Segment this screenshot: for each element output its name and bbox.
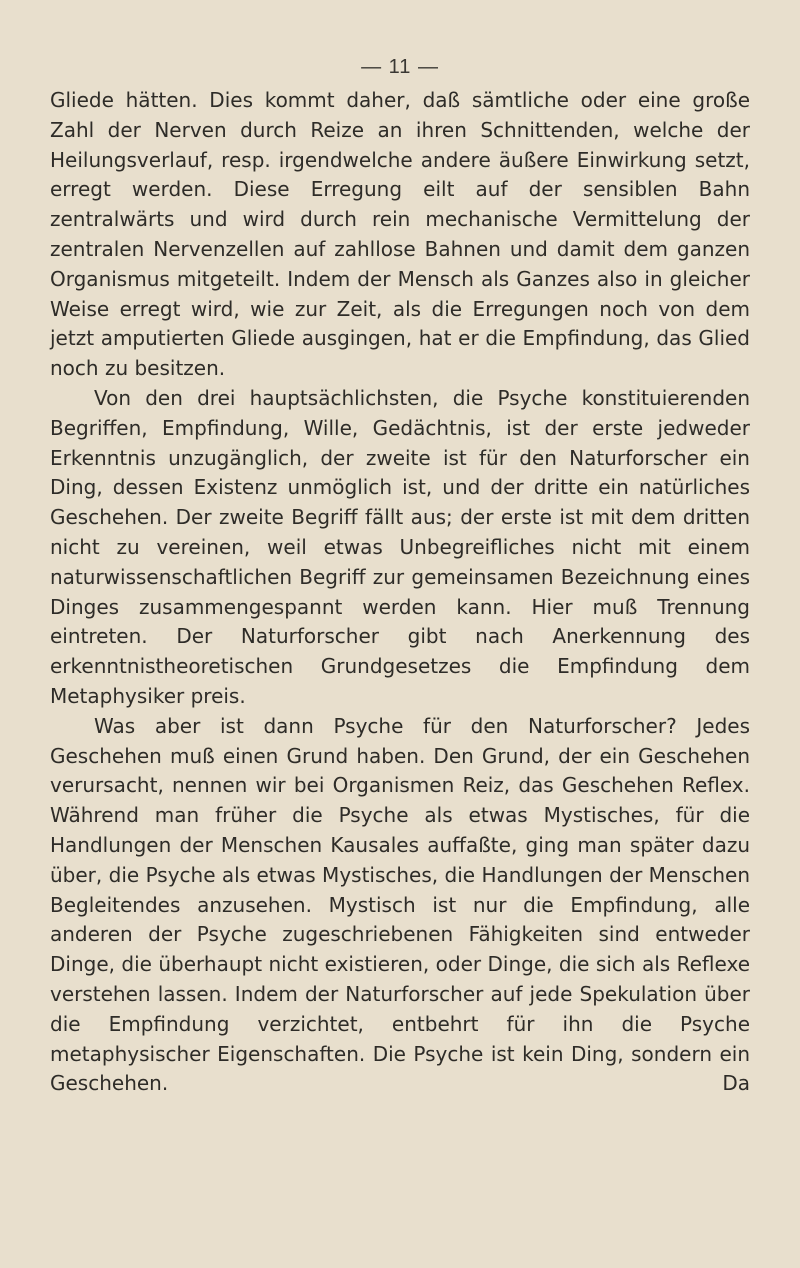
page-number: — 11 —	[361, 56, 439, 78]
paragraph-3: Was aber ist dann Psyche für den Naturforscher? Jedes Geschehen muß einen Grund haben. Den Grund, der ein Geschehen verursacht, nennen wir bei Organismen Reiz, das Geschehen Reflex. Während man früher die Psyche als etwas Mystisches, für die Handlungen der Menschen Kausales auffaßte, ging man später dazu über, die Psyche als etwas Mystisches, die Handlungen der Menschen Begleitendes anzusehen. Mystisch ist nur die Empfindung, alle anderen der Psyche zugeschriebenen Fähigkeiten sind entweder Dinge, die überhaupt nicht existieren, oder Dinge, die sich als Reflexe verstehen lassen. Indem der Naturforscher auf jede Spekulation über die Empfindung verzichtet, entbehrt für ihn die Psyche metaphysischer Eigenschaften. Die Psyche ist kein Ding, sondern ein Geschehen. Da	[50, 713, 750, 1096]
paragraph-2: Von den drei hauptsächlichsten, die Psyche konstituierenden Begriffen, Empfindung, Wille, Gedächtnis, ist der erste jedweder Erkenntnis unzugänglich, der zweite ist für den Naturforscher ein Ding, dessen Existenz unmöglich ist, und der dritte ein natürliches Geschehen. Der zweite Begriff fällt aus; der erste ist mit dem dritten nicht zu vereinen, weil etwas Unbegreifliches nicht mit einem naturwissenschaftlichen Begriff zur gemeinsamen Bezeichnung eines Dinges zusammengespannt werden kann. Hier muß Trennung eintreten. Der Naturforscher gibt nach Anerkennung des erkenntnistheoretischen Grundgesetzes die Empfindung dem Metaphysiker preis.	[50, 385, 750, 708]
paragraph-1: Gliede hätten. Dies kommt daher, daß sämtliche oder eine große Zahl der Nerven durch Reize an ihren Schnittenden, welche der Heilungsverlauf, resp. irgendwelche andere äußere Einwirkung setzt, erregt werden. Diese Erregung eilt auf der sensiblen Bahn zentralwärts und wird durch rein mechanische Vermittelung der zentralen Nervenzellen auf zahllose Bahnen und damit dem ganzen Organismus mitgeteilt. Indem der Mensch als Ganzes also in gleicher Weise erregt wird, wie zur Zeit, als die Erregungen noch von dem jetzt amputierten Gliede ausgingen, hat er die Empfindung, das Glied noch zu besitzen.	[50, 88, 750, 381]
body-text	[50, 86, 750, 1099]
